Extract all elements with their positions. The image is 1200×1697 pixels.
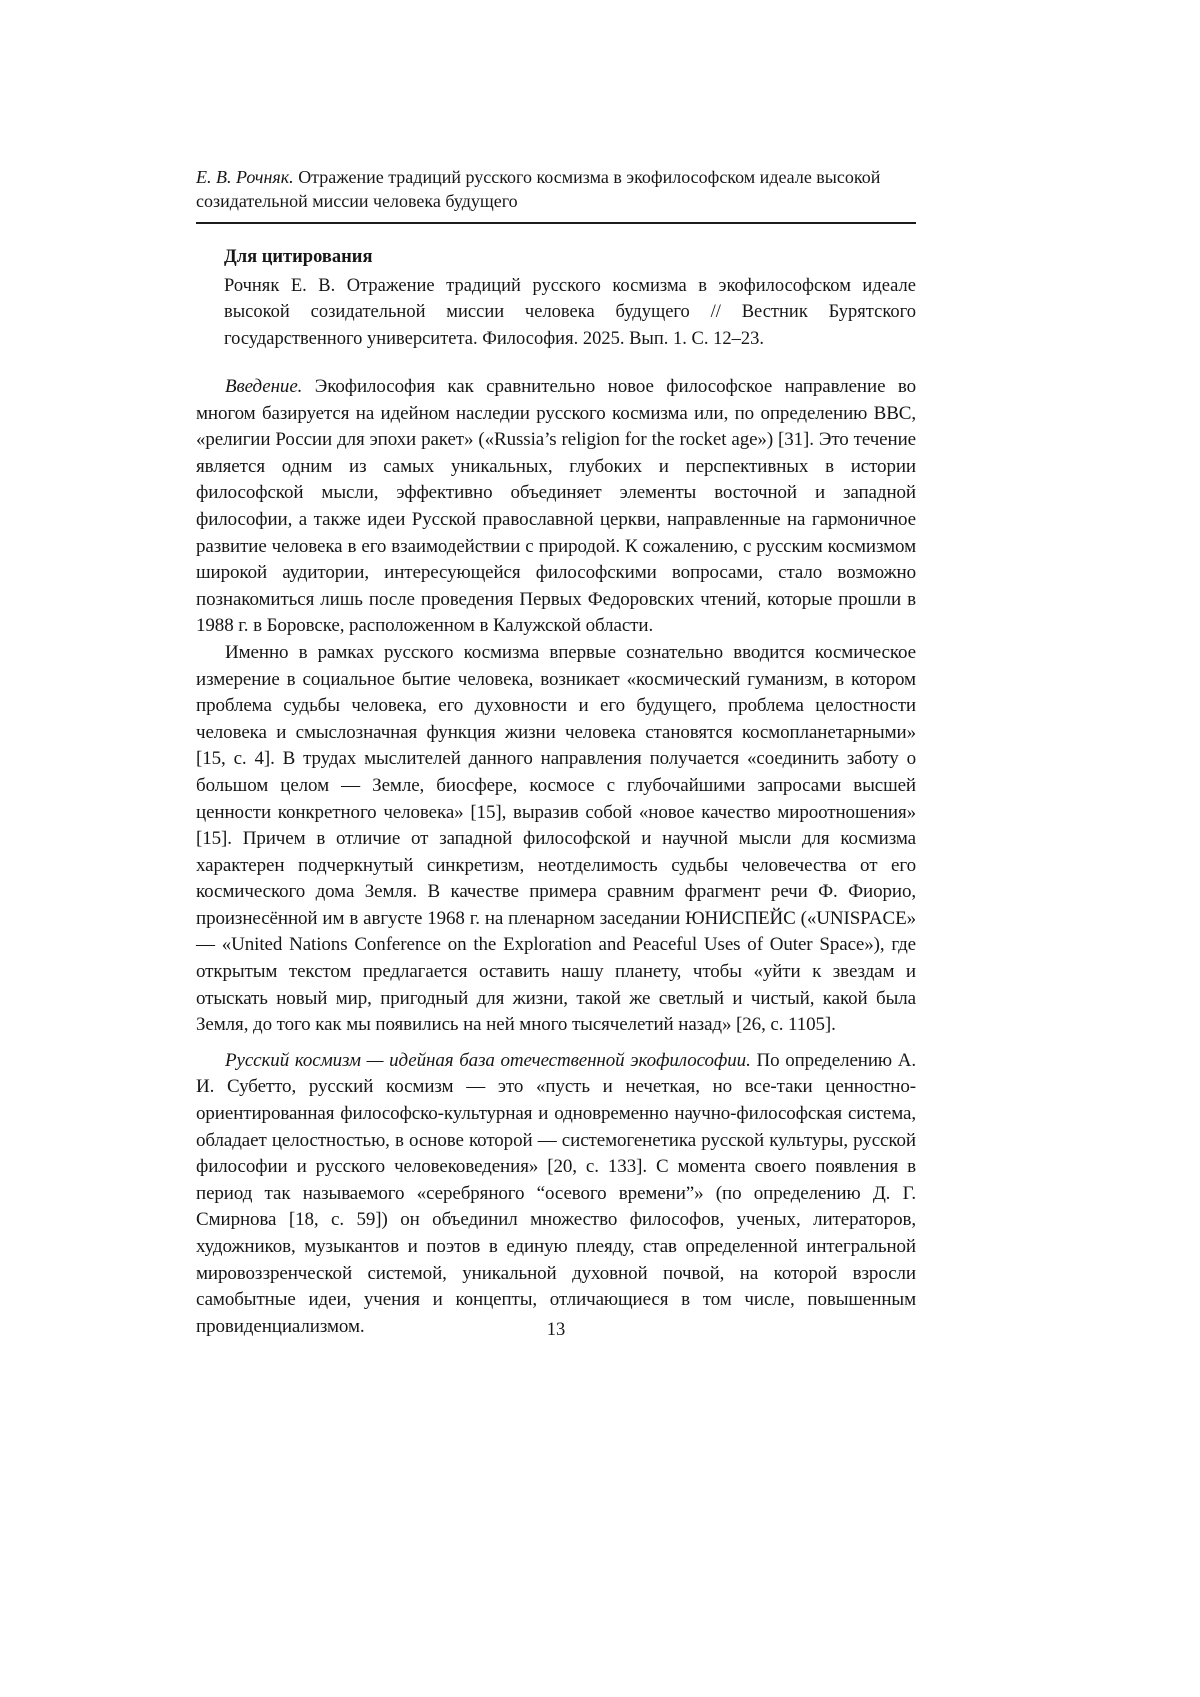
running-head [196,166,916,213]
page-footer [196,1320,916,1341]
paragraph-russian-cosmism [196,1048,916,1341]
running-head-title: Отражение традиций русского космизма в экофилософском идеале высокой созидательной миссии человека будущего [196,167,881,211]
paragraph-lead: Русский космизм — идейная база отечественной экофилософии. [225,1049,751,1071]
citation-text: Рочняк Е. В. Отражение традиций русского космизма в экофилософском идеале высокой созидательной миссии человека будущего // Вестник Бурятского государственного университета. Философия. 2025. Вып. 1. С. 12–23. [224,275,916,349]
page-content [196,166,916,1340]
page-number: 13 [546,1320,566,1340]
paragraph-lead: Введение. [225,376,303,397]
running-head-author: Е. В. Рочняк. [196,167,294,187]
paragraph-text: Экофилософия как сравнительно новое философское направление во многом базируется на идейном наследии русского космизма или, по определению ВВС, «религии России для эпохи ракет» («Russia’s religion for the rocket age») [31]. Это течение является одним из самых уникальных, глубоких и перспективных в истории философской мысли, эффективно объединяет элементы восточной и западной философии, а также идеи Русской православной церкви, направленные на гармоничное развитие человека в его взаимодействии с природой. К сожалению, с русским космизмом широкой аудитории, интересующейся философскими вопросами, стало возможно познакомиться лишь после проведения Первых Федоровских чтений, которые прошли в 1988 г. в Боровске, расположенном в Калужской области. [196,376,916,637]
paragraph-introduction [196,374,916,640]
citation-block [224,244,916,352]
paragraph-cosmism-dimension [196,640,916,1039]
header-rule [196,222,916,224]
article-body [196,374,916,1340]
paragraph-text: Именно в рамках русского космизма впервые сознательно вводится космическое измерение в социальное бытие человека, возникает «космический гуманизм, в котором проблема судьбы человека, его духовности и его будущего, проблема целостности человека и смыслозначная функция жизни человека становятся космопланетарными» [15, с. 4]. В трудах мыслителей данного направления получается «соединить заботу о большом целом — Земле, биосфере, космосе с глубочайшими запросами высшей ценности конкретного человека» [15], выразив собой «новое качество мироотношения» [15]. Причем в отличие от западной философской и научной мысли для космизма характерен подчеркнутый синкретизм, неотделимость судьбы человечества от его космического дома Земля. В качестве примера сравним фрагмент речи Ф. Фиорио, произнесённой им в августе 1968 г. на пленарном заседании ЮНИСПЕЙС («UNISPACE» — «United Nations Conference on the Exploration and Peaceful Uses of Outer Space»), где открытым текстом предлагается оставить нашу планету, чтобы «уйти к звездам и отыскать новый мир, пригодный для жизни, такой же светлый и чистый, какой была Земля, до того как мы появились на ней много тысячелетий назад» [26, с. 1105]. [196,641,916,1036]
paragraph-text: По определению А. И. Субетто, русский космизм — это «пусть и нечеткая, но все-таки ценностно-ориентированная философско-культурная и одновременно научно-философская система, обладает целостностью, в основе которой — системогенетика русской культуры, русской философии и русского человековедения» [20, с. 133]. С момента своего появления в период так называемого «серебряного “осевого времени”» (по определению Д. Г. Смирнова [18, с. 59]) он объединил множество философов, ученых, литераторов, художников, музыкантов и поэтов в единую плеяду, став определенной интегральной мировоззренческой системой, уникальной духовной почвой, на которой взросли самобытные идеи, учения и концепты, отличающиеся в том числе, повышенным провиденциализмом. [196,1049,917,1337]
citation-heading: Для цитирования [224,247,373,267]
